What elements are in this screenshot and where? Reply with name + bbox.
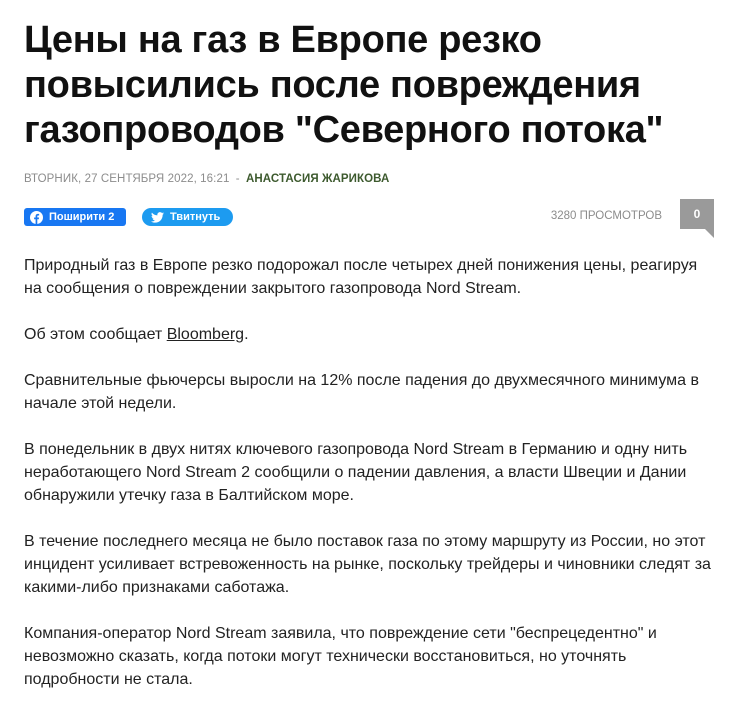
paragraph-4: В понедельник в двух нитях ключевого газопровода Nord Stream в Германию и одну нить неработающего Nord Stream 2 сообщили о падении давления, а власти Швеции и Дании обнаружили утечку газа в Балтийском море. [24,441,688,504]
paragraph-1: Природный газ в Европе резко подорожал после четырех дней понижения цены, реагируя на сообщения о повреждении закрытого газопровода Nord Stream. [24,257,698,297]
twitter-share-button[interactable] [142,208,233,226]
comments-count: 0 [693,207,701,221]
paragraph-6: Компания-оператор Nord Stream заявила, что повреждение сети "беспрецедентно" и невозможно сказать, когда потоки могут технически восстановиться, но уточнять подробности не стала. [24,625,657,688]
article-title: Цены на газ в Европе резко повысились после повреждения газопроводов "Северного потока" [24,19,664,151]
article-author[interactable]: АНАСТАСИЯ ЖАРИКОВА [245,173,390,185]
twitter-icon [151,211,164,224]
paragraph-5: В течение последнего месяца не было поставок газа по этому маршруту из России, но этот инцидент усиливает встревоженность на рынке, поскольку трейдеры и чиновники следят за какими-либо признаками саботажа. [24,533,711,596]
facebook-share-label: Поширити 2 [49,211,115,223]
paragraph-3: Сравнительные фьючерсы выросли на 12% после падения до двухмесячного минимума в начале этой недели. [24,372,699,412]
twitter-share-label: Твитнуть [170,211,221,223]
article [24,18,714,714]
article-date: ВТОРНИК, 27 СЕНТЯБРЯ 2022, 16:21 [24,173,230,185]
facebook-share-button[interactable] [24,208,126,226]
meta-separator: - [235,173,240,185]
paragraph-2-prefix: Об этом сообщает [24,326,167,343]
article-body [24,254,714,691]
article-meta [24,172,714,186]
facebook-icon [30,211,43,224]
share-bar [24,208,714,248]
views-count: 3280 ПРОСМОТРОВ [550,210,662,222]
paragraph-2-suffix: . [244,326,249,343]
paragraph-2 [24,323,714,346]
comments-count-button[interactable] [680,199,714,229]
source-link[interactable]: Bloomberg [166,326,245,343]
